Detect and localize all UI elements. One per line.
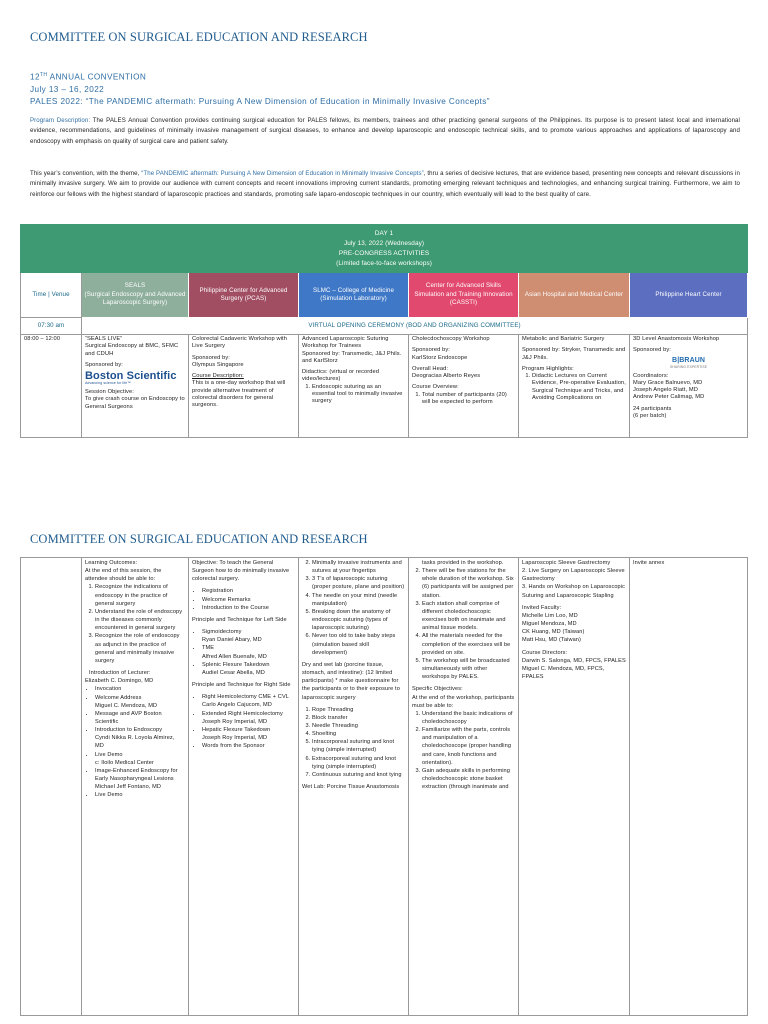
seals-image-enhanced-speaker: Michael Jeff Fontano, MD: [95, 784, 162, 791]
pcas-objective: Objective: To teach the General Surgeon how to do minimally invasive colorectal surgery.: [192, 560, 290, 583]
day-activity: PRE-CONGRESS ACTIVITIES: [338, 250, 430, 257]
session-row-0800: [21, 335, 748, 438]
seals-live-demo-site: c: Iloilo Medical Center: [95, 759, 154, 766]
boston-scientific-logo-text: Boston Scientific: [85, 370, 177, 383]
seals-lecturer-label: Introduction of Lecturer:: [89, 670, 151, 677]
slmc-wetlab: Wet Lab: Porcine Tissue Anastomosis: [302, 784, 400, 791]
cassti-spec-label: Specific Objectives:: [412, 686, 463, 693]
cassti-continuation: tasks provided in the workshop.: [422, 560, 504, 566]
venue-ahmc: Asian Hospital and Medical Center: [519, 273, 630, 318]
pcas-extended-speaker: Joseph Roy Imperial, MD: [202, 718, 268, 725]
cont-phc: [630, 558, 748, 1016]
boston-scientific-logo: [85, 372, 185, 386]
seals-lo-label: Learning Outcomes:: [85, 560, 138, 566]
phc-coordinator-3: Andrew Peter Calimag, MD: [633, 394, 705, 401]
opening-event: VIRTUAL OPENING CEREMONY (BOD AND ORGANIZING COMMITTEE): [82, 318, 748, 335]
pcas-course-label: Course Description:: [192, 373, 244, 380]
committee-header: COMMITTEE ON SURGICAL EDUCATION AND RESEARCH: [30, 30, 368, 44]
ahmc-faculty-4: Matt Hsu, MD (Taiwan): [522, 637, 581, 644]
day-header-row: [21, 225, 748, 273]
opening-time: 07:30 am: [21, 318, 82, 335]
venue-phc: Philippine Heart Center: [630, 273, 748, 318]
pcas-registration: • Registration: [202, 587, 295, 595]
cassti-head-name: Deogracias Alberto Reyes: [412, 373, 481, 380]
slmc-item-5: 5. Breaking down the anatomy of endoscopic suturing (types of laparoscopic suturing): [312, 608, 405, 632]
convention-name: ANNUAL CONVENTION: [47, 72, 147, 82]
seals-lecturer: Elizabeth C. Domingo, MD: [85, 678, 154, 685]
cassti-objective-1: 1. Understand the basic indications of choledochoscopy: [422, 710, 515, 726]
time-venue-label: Time | Venue: [21, 273, 82, 318]
seals-live-demo-1: Live Demo: [95, 751, 123, 758]
slmc-item-4: 4. The needle on your mind (needle manipulation): [312, 592, 405, 608]
seals-lo-3: 3. Recognize the role of endoscopy as adjunct in the practice of general and minimally invasive surgery: [95, 632, 185, 665]
pcas-splenic: Splenic Flexure Takedown: [202, 661, 270, 668]
program-description-label: Program Description:: [30, 117, 91, 124]
schedule-table-day1: [20, 224, 748, 438]
ahmc-highlights-label: Program Highlights:: [522, 365, 574, 372]
slmc-station-5: 5. Intracorporeal suturing and knot tying (simple interrupted): [312, 738, 405, 754]
seals-invocation: • Invocation: [95, 685, 185, 693]
session-cassti: [409, 335, 519, 438]
phc-coordinator-2: Joseph Angelo Riatt, MD: [633, 387, 698, 394]
cassti-item-5: 5. The workshop will be broadcasted simultaneously with other workshops by PALES.: [422, 657, 515, 681]
pcas-course: This is a one-day workshop that will provide alternative treatment of colorectal disorders for general surgeons.: [192, 380, 286, 409]
cassti-item-1: 1. Total number of participants (20) will be expected to perform: [422, 392, 515, 407]
seals-intro-speaker: Cyndi Nikka R. Loyola Almirez, MD: [95, 735, 175, 750]
cassti-item-4: 4. All the materials needed for the completion of the exercises will be provided on site.: [422, 632, 515, 656]
session-phc: [630, 335, 748, 438]
paragraph-body: , thru a series of decisive lectures, that are evidence based, presenting new concepts and relevant discussions in minimally invasive surgery. We aim to provide our audience with current concepts and recent innovations improving current standards, promoting emerging relevant techniques and technologies, and enhancing surgical training. Furthermore, we aim to reinforce our fellows with the highest standard of laparoscopic practices and standards, promoting safe laparo-endoscopic techniques in our country, which eventually will lead to the best quality of care.: [30, 170, 741, 198]
seals-live-demo-2: • Live Demo: [95, 791, 185, 799]
paragraph-intro: This year’s convention, with the theme,: [30, 170, 142, 177]
phc-title: 3D Level Anastomosis Workshop: [633, 336, 720, 342]
cassti-title: Cholecdochoscopy Workshop: [412, 336, 490, 342]
pcas-right-hemi: Right Hemicolectomy CME + CVL: [202, 694, 289, 701]
seals-lo-intro: At the end of this session, the attendee should be able to:: [85, 568, 162, 583]
seals-image-enhanced: Image-Enhanced Endoscopy for Early Nasopharyngeal Lesions: [95, 767, 178, 783]
seals-message: • Message and AVP Boston Scientific: [95, 710, 185, 726]
slmc-station-2: 2. Block transfer: [312, 714, 405, 722]
pcas-tme-speaker: Alfred Allen Buenafe, MD: [202, 653, 267, 660]
cassti-item-2: 2. There will be five stations for the whole duration of the workshop. Six (6) participants will be assigned per station.: [422, 567, 515, 600]
convention-sup: TH: [39, 72, 48, 78]
seals-welcome: Welcome Address: [95, 694, 142, 701]
pcas-hepatic-speaker: Joseph Roy Imperial, MD: [202, 734, 268, 741]
ahmc-faculty-2: Miguel Mendoza, MD: [522, 621, 577, 628]
session-time: 08:00 – 12:00: [21, 335, 82, 438]
slmc-item-6: 6. Never too old to take baby steps (simulation based skill development): [312, 632, 405, 656]
bbraun-logo: [633, 357, 744, 371]
session-ahmc: [519, 335, 630, 438]
cassti-sponsor-label: Sponsored by:: [412, 347, 450, 354]
cassti-item-3: 3. Each station shall comprise of different choledochoscopic exercises both on inanimate and animal tissue models.: [422, 600, 515, 633]
ahmc-hands-on: Hands on Workshop on Laparoscopic Suturing and Laparoscopic Stapling: [522, 584, 626, 599]
venue-cassti: Center for Advanced Skills Simulation and Training Innovation (CASSTI): [409, 273, 519, 318]
slmc-sponsor: Sponsored by: Transmedic, J&J Phils. and KarlStorz: [302, 350, 402, 364]
continued-row: [21, 558, 748, 1016]
cassti-head-label: Overall Head:: [412, 365, 449, 372]
slmc-didactics: Didactics: (virtual or recorded video/lectures): [302, 369, 380, 383]
phc-participants-batch: (6 per batch): [633, 413, 667, 420]
seals-lo-1: 1. Recognize the indications of endoscopy in the practice of general surgery: [95, 583, 185, 607]
slmc-item-1: 1. Endoscopic suturing as an essential tool to minimally invasive surgery: [312, 384, 405, 406]
continued-time: [21, 558, 82, 1016]
venue-pcas: Philippine Center for Advanced Surgery (PCAS): [189, 273, 299, 318]
pcas-sponsor-label: Sponsored by:: [192, 354, 230, 361]
ahmc-faculty-1: Michelle Lim Loo, MD: [522, 612, 578, 619]
phc-invite-annex: Invite annex: [633, 560, 665, 566]
venue-slmc: SLMC – College of Medicine (Simulation Laboratory): [299, 273, 409, 318]
cassti-objective-2: 2. Familiarize with the parts, controls and manipulation of a choledochoscope (proper handling and care, knob functions and orientation).: [422, 726, 515, 767]
pcas-extended: Extended Right Hemicolectomy: [202, 710, 283, 717]
cassti-spec-intro: At the end of the workshop, participants must be able to:: [412, 694, 515, 709]
convention-theme: PALES 2022: “The PANDEMIC aftermath: Pursuing A New Dimension of Education in Minimally Invasive Concepts”: [30, 96, 490, 106]
ahmc-sponsor: Sponsored by: Stryker, Transmedic and J&J Phils.: [522, 347, 626, 361]
seals-objective: To give crash course on Endoscopy to General Surgeons: [85, 396, 185, 410]
day-note: (Limited face-to-face workshops): [336, 260, 432, 267]
phc-coordinator-1: Mary Grace Balnuevo, MD: [633, 379, 703, 386]
ahmc-directors-label: Course Directors:: [522, 649, 568, 656]
bbraun-tagline: SHARING EXPERTISE: [670, 364, 708, 369]
session-pcas: [189, 335, 299, 438]
seals-lo-2: 2. Understand the role of endoscopy in the diseases commonly encountered in general surgery: [95, 608, 185, 632]
pcas-welcome: • Welcome Remarks: [202, 596, 295, 604]
pcas-tme: TME: [202, 645, 215, 652]
cassti-sponsor-name: KarlStorz Endoscope: [412, 354, 468, 361]
slmc-station-4: 4. Shoelting: [312, 730, 405, 738]
venue-seals: SEALS (Surgical Endoscopy and Advanced Laparoscopic Surgery): [82, 273, 189, 318]
cont-pcas: [189, 558, 299, 1016]
pcas-sponsor-words: • Words from the Sponsor: [202, 742, 295, 750]
schedule-table-continued: [20, 557, 748, 1016]
day-date: July 13, 2022 (Wednesday): [343, 240, 425, 247]
seals-sponsor-label: Sponsored by:: [85, 361, 123, 368]
program-description: [30, 116, 740, 147]
opening-row: [21, 318, 748, 335]
pcas-sponsor-name: Olympus Singapore: [192, 361, 244, 368]
day-title: DAY 1: [374, 230, 394, 237]
session-slmc: [299, 335, 409, 438]
venue-row: [21, 273, 748, 318]
committee-header-page2: COMMITTEE ON SURGICAL EDUCATION AND RESEARCH: [30, 532, 368, 546]
slmc-drylab: Dry and wet lab (porcine tissue, stomach, and intestine): (12 limited participants) * make questionnaire for the participants or to their exposure to laparoscopic surgery: [302, 661, 400, 701]
slmc-station-3: 3. Needle Threading: [312, 722, 405, 730]
ahmc-lsg: Laparoscopic Sleeve Gastrectomy: [522, 560, 611, 566]
ahmc-faculty-label: Invited Faculty:: [522, 604, 562, 611]
pcas-splenic-speaker: Audiel Cesar Abella, MD: [202, 669, 265, 676]
pcas-intro: • Introduction to the Course: [202, 604, 295, 612]
pcas-sigmoidectomy-speaker: Ryan Daniel Abary, MD: [202, 637, 262, 644]
convention-dates: July 13 – 16, 2022: [30, 84, 105, 94]
pcas-right-hemi-speaker: Carlo Angelo Cajucom, MD: [202, 702, 272, 709]
cassti-objective-3: 3. Gain adequate skills in performing choledochoscopic stone basket extraction (through inanimate and: [422, 767, 515, 791]
paragraph-theme: “The PANDEMIC aftermath: Pursuing A New Dimension of Education in Minimally Invasive Concepts”: [141, 170, 424, 177]
ahmc-live-surgery: Live Surgery on Laparoscopic Sleeve Gastrectomy: [522, 568, 625, 583]
pcas-title: Colorectal Cadaveric Workshop with Live Surgery: [192, 336, 287, 350]
convention-number: 12: [30, 72, 40, 82]
program-description-text: The PALES Annual Convention provides continuing surgical education for PALES fellows, its members, trainees and other practicing general surgeons of the Philippines. Its purpose is to present latest local and international evidence, recommendations, and guidelines of minimally invasive management of surgical diseases, to enhance and develop laparoscopic and endoscopic technical skills, and to promote various approaches and applications of laparoscopy and endoscopy with emphasis on quality of surgical care and patient safety.: [30, 117, 741, 145]
pcas-sigmoidectomy: Sigmoidectomy: [202, 629, 242, 636]
seals-intro-endoscopy: Introduction to Endoscopy: [95, 727, 163, 734]
slmc-station-1: 1. Rope Threading: [312, 706, 405, 714]
bbraun-logo-text: B|BRAUN: [672, 356, 706, 364]
ahmc-title: Metabolic and Bariatric Surgery: [522, 336, 605, 342]
cont-seals: [82, 558, 189, 1016]
boston-scientific-tagline: Advancing science for life™: [85, 381, 131, 386]
pcas-right-label: Principle and Technique for Right Side: [192, 682, 291, 689]
phc-sponsor-label: Sponsored by:: [633, 347, 671, 354]
phc-participants: 24 participants: [633, 405, 672, 412]
cassti-course-label: Course Overview:: [412, 384, 459, 391]
slmc-title: Advanced Laparoscopic Suturing Workshop for Trainees: [302, 336, 389, 350]
pcas-left-label: Principle and Technique for Left Side: [192, 616, 287, 623]
convention-paragraph: [30, 169, 740, 200]
phc-coordinators-label: Coordinators:: [633, 372, 669, 379]
cont-cassti: [409, 558, 519, 1016]
pcas-hepatic: Hepatic Flexure Takedown: [202, 726, 271, 733]
convention-info: [30, 69, 490, 108]
slmc-station-7: 7. Continuous suturing and knot tying: [312, 771, 405, 779]
ahmc-item-1: 1. Didactic Lectures on Current Evidence, Pre-operative Evaluation, Surgical Technique and Tricks, and Avoiding Complications on: [532, 373, 626, 402]
session-seals: [82, 335, 189, 438]
day-header: [21, 225, 748, 273]
seals-welcome-speaker: Miguel C. Mendoza, MD: [95, 702, 158, 709]
ahmc-director-2: Miguel C. Mendoza, MD, FPCS, FPALES: [522, 665, 605, 681]
slmc-item-2: 2. Minimally invasive instruments and sutures at your fingertips: [312, 559, 405, 575]
ahmc-director-1: Darwin S. Salonga, MD, FPCS, FPALES: [522, 657, 626, 664]
slmc-item-3: 3. 3 T’s of laparoscopic suturing (proper posture, plane and position): [312, 575, 405, 591]
cont-ahmc: Laparoscopic Sleeve Gastrectomy 2. Live Surgery on Laparoscopic Sleeve Gastrectomy 3. Hands on Workshop on Laparoscopic Suturing and Laparoscopic Stapling Invited Faculty: Michelle Lim Loo, MD Miguel Mendoza, MD CK Huang, MD (Taiwan) Matt Hsu, MD (Taiwan) Course Directors: Darwin S. Salonga, MD, FPCS, FPALES Miguel C. Mendoza, MD, FPCS, FPALES: [519, 558, 630, 1016]
seals-title: “SEALS LIVE”: [85, 336, 123, 342]
seals-objective-label: Session Objective:: [85, 389, 134, 396]
slmc-station-6: 6. Extracorporeal suturing and knot tying (simple interrupted): [312, 755, 405, 771]
cont-slmc: [299, 558, 409, 1016]
ahmc-faculty-3: CK Huang, MD (Taiwan): [522, 629, 585, 636]
seals-desc: Surgical Endoscopy at BMC, SFMC and CDUH: [85, 343, 179, 357]
